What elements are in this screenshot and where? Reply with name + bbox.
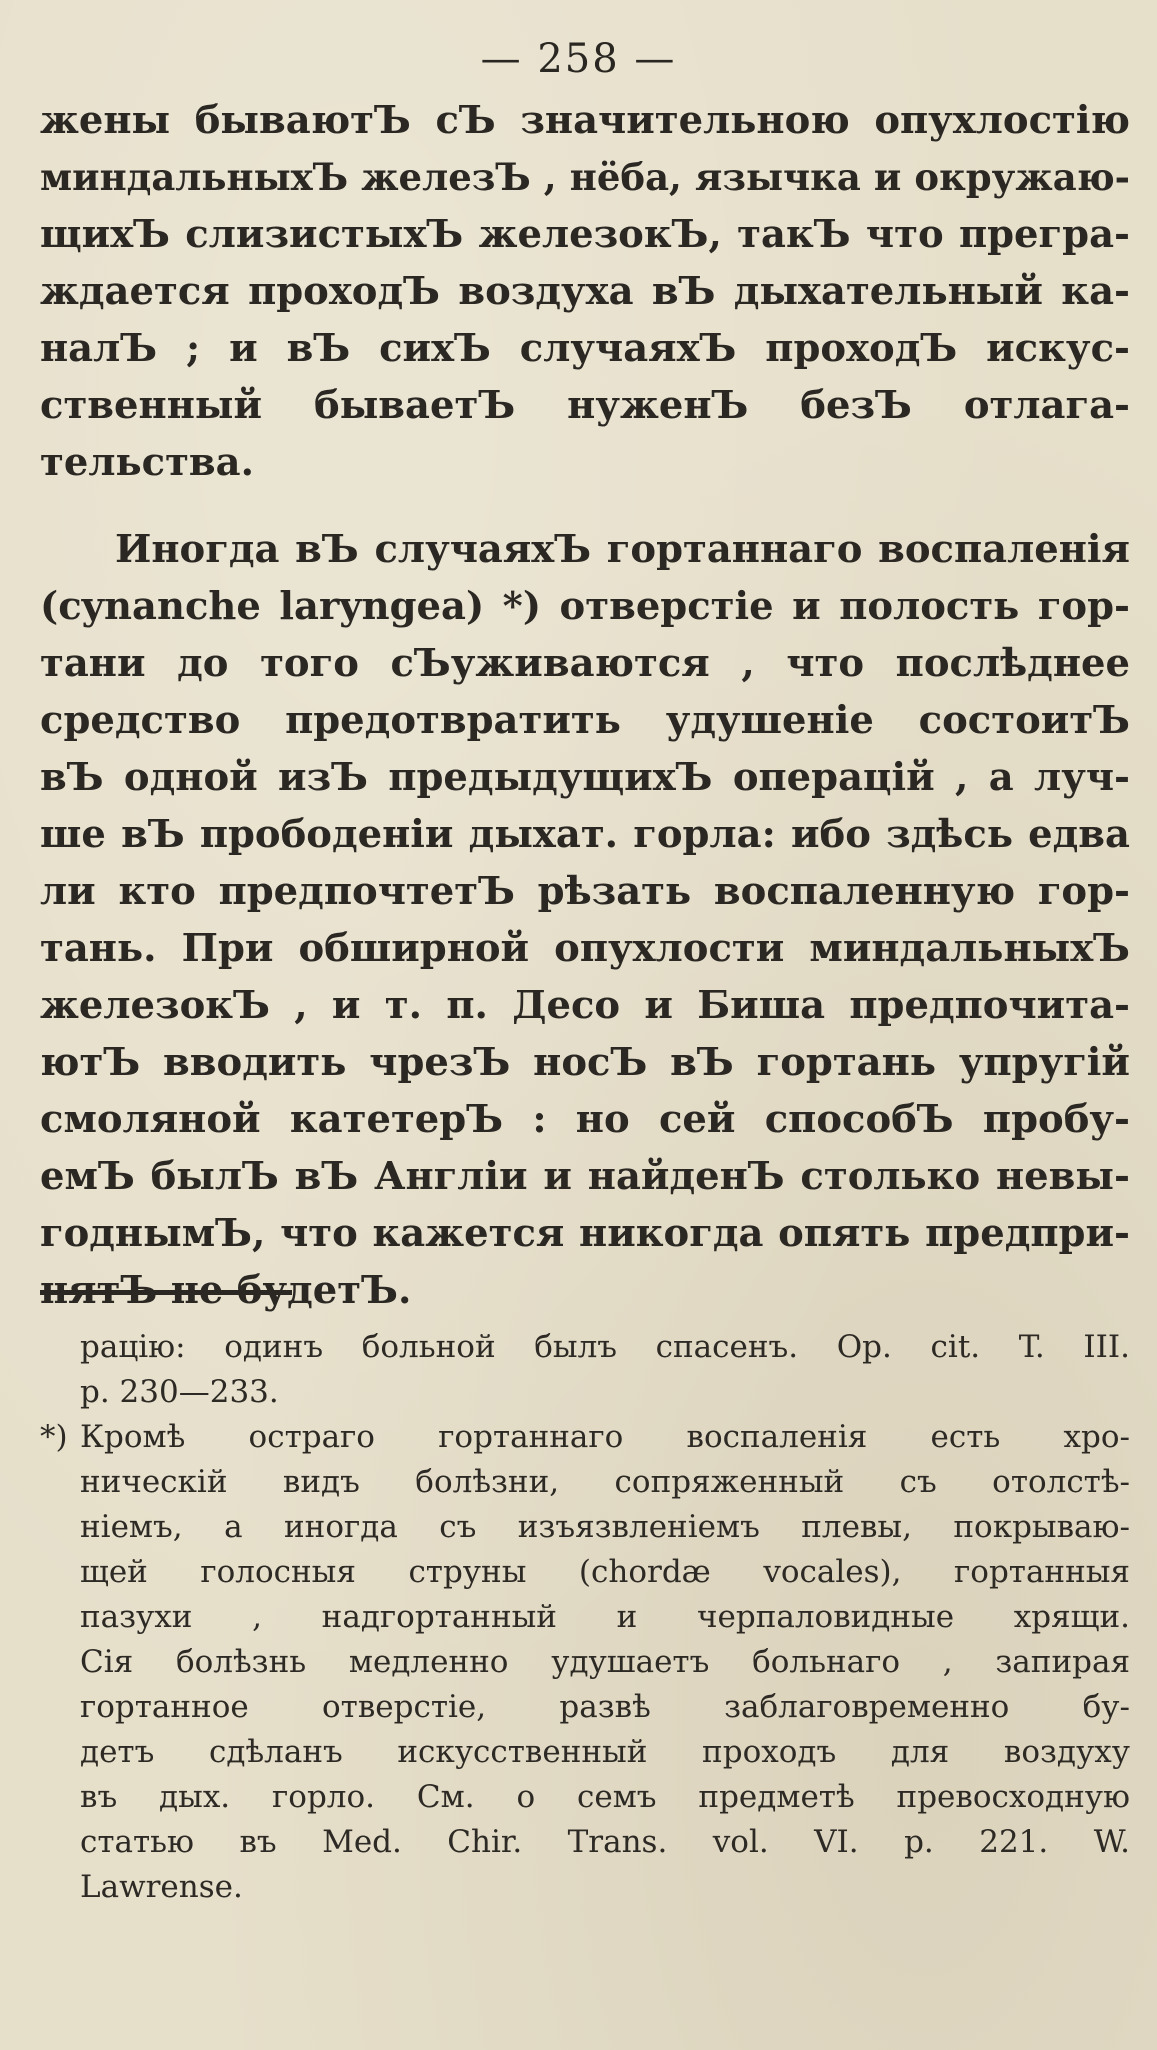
footnotes [40, 1325, 1130, 1910]
text-line: жены бываютЪ сЪ значительною опухлостію [40, 98, 1130, 143]
text-line: налЪ ; и вЪ сихЪ случаяхЪ проходЪ искус- [40, 326, 1130, 371]
footnote-line: ническій видъ болѣзни, сопряженный съ отолстѣ- [80, 1464, 1130, 1500]
paragraph-gap [40, 491, 1130, 521]
text-line: щихЪ слизистыхЪ железокЪ, такЪ что прегра- [40, 212, 1130, 257]
text-line: емЪ былЪ вЪ Англіи и найденЪ столько невы- [40, 1154, 1130, 1199]
text-line: смоляной катетерЪ : но сей способЪ пробу- [40, 1097, 1130, 1142]
text-line: вЪ одной изЪ предыдущихЪ операцій , а луч- [40, 755, 1130, 800]
footnote-line: гортанное отверстіе, развѣ заблаговременно бу- [80, 1689, 1130, 1725]
footnote-rule [40, 1290, 292, 1295]
text-line: ютЪ вводить чрезЪ носЪ вЪ гортань упругій [40, 1040, 1130, 1085]
footnote-marker: *) [40, 1419, 68, 1455]
footnote-line: ніемъ, а иногда съ изъязвленіемъ плевы, покрываю- [80, 1509, 1130, 1545]
footnote-line: статью въ Med. Chir. Trans. vol. VI. p. 221. W. [80, 1824, 1130, 1860]
footnote-line: въ дых. горло. См. о семъ предметѣ превосходную [80, 1779, 1130, 1815]
footnote-line: Сія болѣзнь медленно удушаетъ больнаго , запирая [80, 1644, 1130, 1680]
text-line: годнымЪ, что кажется никогда опять предпри- [40, 1211, 1130, 1256]
main-text [40, 92, 1130, 1319]
text-line: ше вЪ прободеніи дыхат. горла: ибо здѣсь едва [40, 812, 1130, 857]
text-line: тань. При обширной опухлости миндальныхЪ [40, 926, 1130, 971]
footnote-line: пазухи , надгортанный и черпаловидные хрящи. [80, 1599, 1130, 1635]
text-line: (cynanche laryngea) *) отверстіе и полость гор- [40, 584, 1130, 629]
text-line: железокЪ , и т. п. Десо и Биша предпочита- [40, 983, 1130, 1028]
text-line: миндальныхЪ железЪ , нёба, язычка и окружаю- [40, 155, 1130, 199]
footnote-line: p. 230—233. [80, 1374, 279, 1410]
footnote-note [40, 1415, 1130, 1910]
text-line: тани до того сЪуживаются , что послѣднее [40, 641, 1130, 686]
text-line: ждается проходЪ воздуха вЪ дыхательный ка- [40, 269, 1130, 314]
footnote-line: Lawrense. [80, 1869, 243, 1905]
text-line: Иногда вЪ случаяхЪ гортаннаго воспаленія [115, 527, 1130, 572]
footnote-line: щей голосныя струны (chordæ vocales), гортанныя [80, 1554, 1130, 1590]
footnote-line: детъ сдѣланъ искусственный проходъ для воздуху [80, 1734, 1130, 1770]
text-line: средство предотвратить удушеніе состоитЪ [40, 698, 1130, 743]
text-line: нятЪ не будетЪ. [40, 1268, 412, 1313]
text-line: тельства. [40, 440, 255, 485]
footnote-line: рацію: одинъ больной былъ спасенъ. Op. cit. T. III. [80, 1329, 1130, 1365]
page-number: — 258 — [480, 36, 677, 82]
text-line: ли кто предпочтетЪ рѣзать воспаленную гор- [40, 869, 1130, 914]
text-line: ственный бываетЪ нуженЪ безЪ отлага- [40, 383, 1130, 428]
footnote-line: Кромѣ остраго гортаннаго воспаленія есть хро- [80, 1419, 1130, 1455]
